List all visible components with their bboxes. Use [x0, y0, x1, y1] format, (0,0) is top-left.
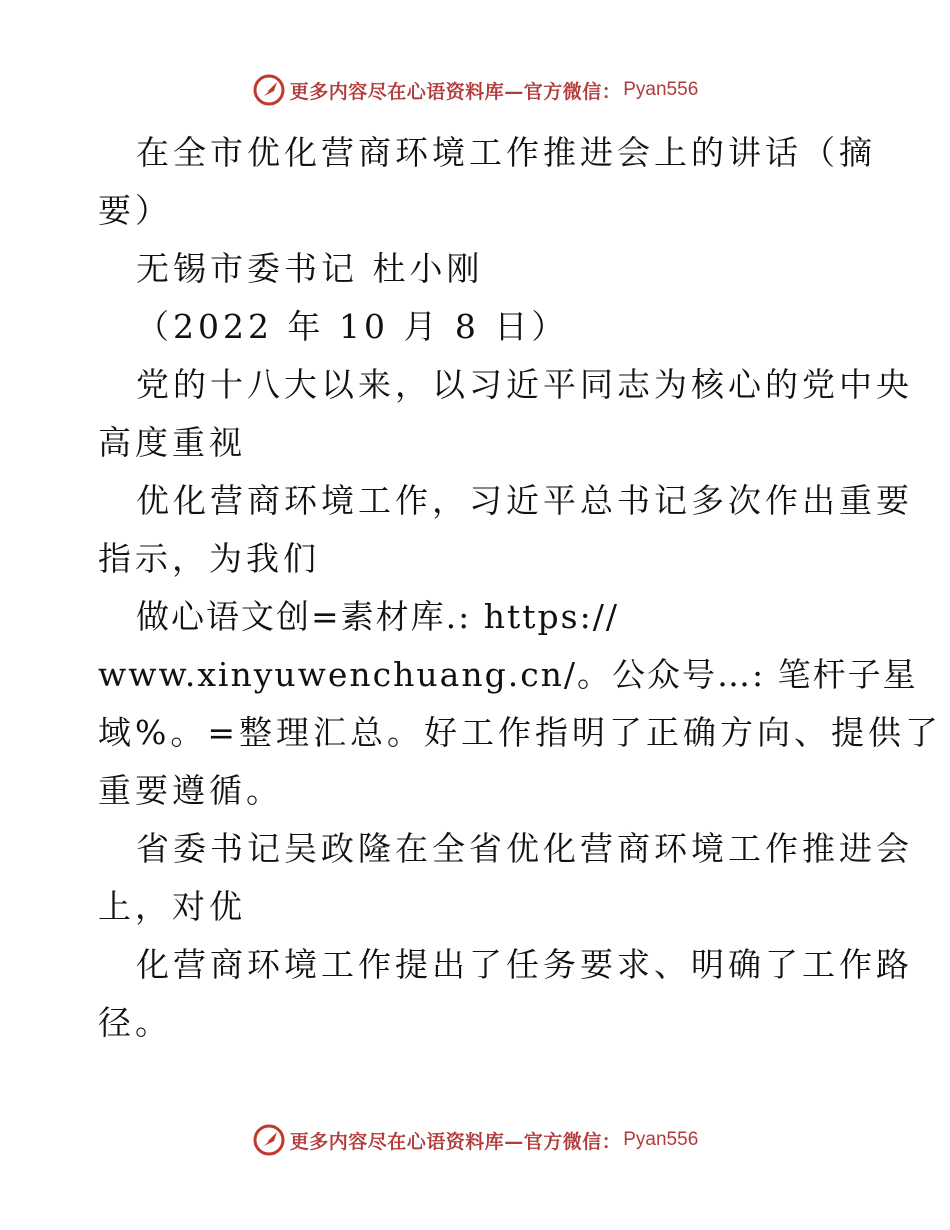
doc-title-line-2: 要）: [98, 191, 172, 230]
doc-text-line: 优化营商环境工作，习近平总书记多次作出重要: [136, 481, 913, 520]
doc-text-line: 重要遵循。: [98, 771, 283, 810]
quill-pen-logo-icon: [252, 73, 286, 107]
doc-text-line: 党的十八大以来，以习近平同志为核心的党中央: [136, 365, 913, 404]
header-banner: [0, 70, 950, 110]
doc-text-line: 域%。=整理汇总。好工作指明了正确方向、提供了: [98, 713, 943, 752]
doc-text-line: 径。: [98, 1003, 172, 1042]
doc-text-line: 上，对优: [98, 887, 246, 926]
footer-banner: [0, 1120, 950, 1160]
doc-text-line: 指示，为我们: [98, 539, 320, 578]
doc-date: （2022 年 10 月 8 日）: [136, 307, 569, 346]
banner-wechat-id: Pyan556: [623, 79, 699, 100]
doc-author: 无锡市委书记 杜小刚: [136, 249, 484, 288]
doc-title-line-1: 在全市优化营商环境工作推进会上的讲话（摘: [136, 133, 876, 172]
quill-pen-logo-icon: [252, 1123, 286, 1157]
doc-text-line: 省委书记吴政隆在全省优化营商环境工作推进会: [136, 829, 913, 868]
banner-wechat-id: Pyan556: [623, 1129, 699, 1150]
document-body: [98, 124, 943, 1052]
banner-text: 更多内容尽在心语资料库—官方微信：: [289, 1130, 622, 1153]
doc-text-line: 化营商环境工作提出了任务要求、明确了工作路: [136, 945, 913, 984]
banner-text: 更多内容尽在心语资料库—官方微信：: [289, 80, 622, 103]
doc-text-line: 高度重视: [98, 423, 246, 462]
doc-text-line: 做心语文创=素材库.: https://: [136, 597, 619, 636]
doc-text-line: www.xinyuwenchuang.cn/。公众号…: 笔杆子星: [98, 655, 918, 694]
